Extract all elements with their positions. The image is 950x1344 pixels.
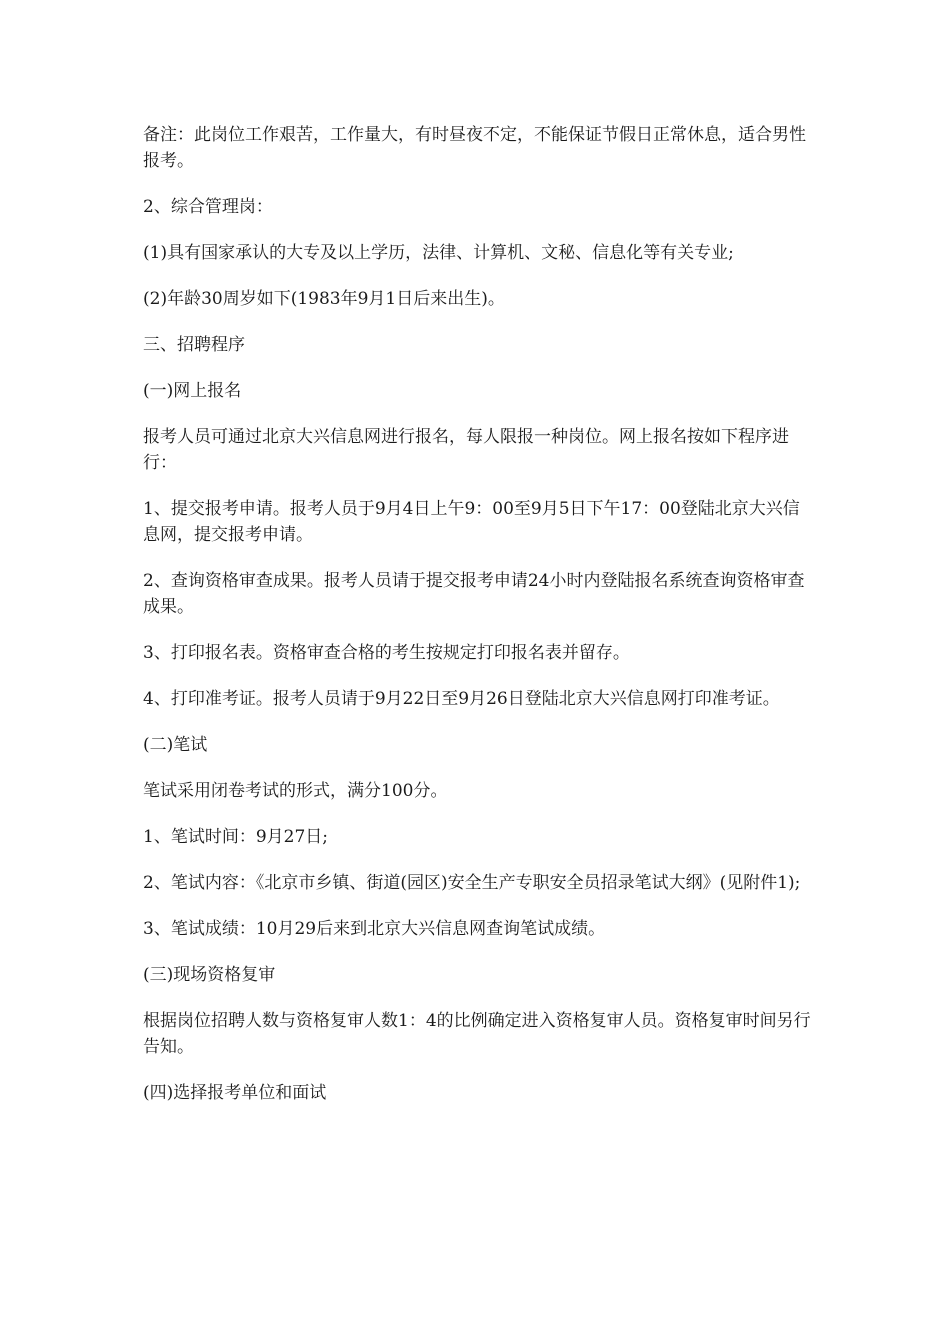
exam-detail-item: 1、笔试时间：9月27日; bbox=[143, 827, 328, 847]
step-item: 4、打印准考证。报考人员请于9月22日至9月26日登陆北京大兴信息网打印准考证。 bbox=[143, 689, 780, 709]
body-paragraph: 报考人员可通过北京大兴信息网进行报名，每人限报一种岗位。网上报名按如下程序进行： bbox=[143, 427, 789, 473]
section-heading-procedure: 三、招聘程序 bbox=[143, 335, 245, 355]
step-item: 3、打印报名表。资格审查合格的考生按规定打印报名表并留存。 bbox=[143, 643, 630, 663]
section-heading-admin-post: 2、综合管理岗： bbox=[143, 197, 273, 217]
subsection-heading-qualification-review: (三)现场资格复审 bbox=[143, 965, 276, 985]
subsection-heading-online-registration: (一)网上报名 bbox=[143, 381, 242, 401]
exam-detail-item: 2、笔试内容：《北京市乡镇、街道(园区)安全生产专职安全员招录笔试大纲》(见附件1); bbox=[143, 873, 801, 893]
subsection-heading-written-exam: (二)笔试 bbox=[143, 735, 208, 755]
body-paragraph: 笔试采用闭卷考试的形式，满分100分。 bbox=[143, 781, 448, 801]
step-item: 2、查询资格审查成果。报考人员请于提交报考申请24小时内登陆报名系统查询资格审查成果。 bbox=[143, 571, 805, 617]
body-paragraph: 根据岗位招聘人数与资格复审人数1：4的比例确定进入资格复审人员。资格复审时间另行告知。 bbox=[143, 1011, 811, 1057]
document-body bbox=[143, 122, 815, 1126]
subsection-heading-interview: (四)选择报考单位和面试 bbox=[143, 1083, 327, 1103]
requirement-item: (2)年龄30周岁如下(1983年9月1日后来出生)。 bbox=[143, 289, 505, 309]
exam-detail-item: 3、笔试成绩：10月29后来到北京大兴信息网查询笔试成绩。 bbox=[143, 919, 606, 939]
step-item: 1、提交报考申请。报考人员于9月4日上午9：00至9月5日下午17：00登陆北京大兴信息网，提交报考申请。 bbox=[143, 499, 800, 545]
note-paragraph: 备注：此岗位工作艰苦，工作量大，有时昼夜不定，不能保证节假日正常休息，适合男性报考。 bbox=[143, 125, 806, 171]
requirement-item: (1)具有国家承认的大专及以上学历，法律、计算机、文秘、信息化等有关专业; bbox=[143, 243, 734, 263]
